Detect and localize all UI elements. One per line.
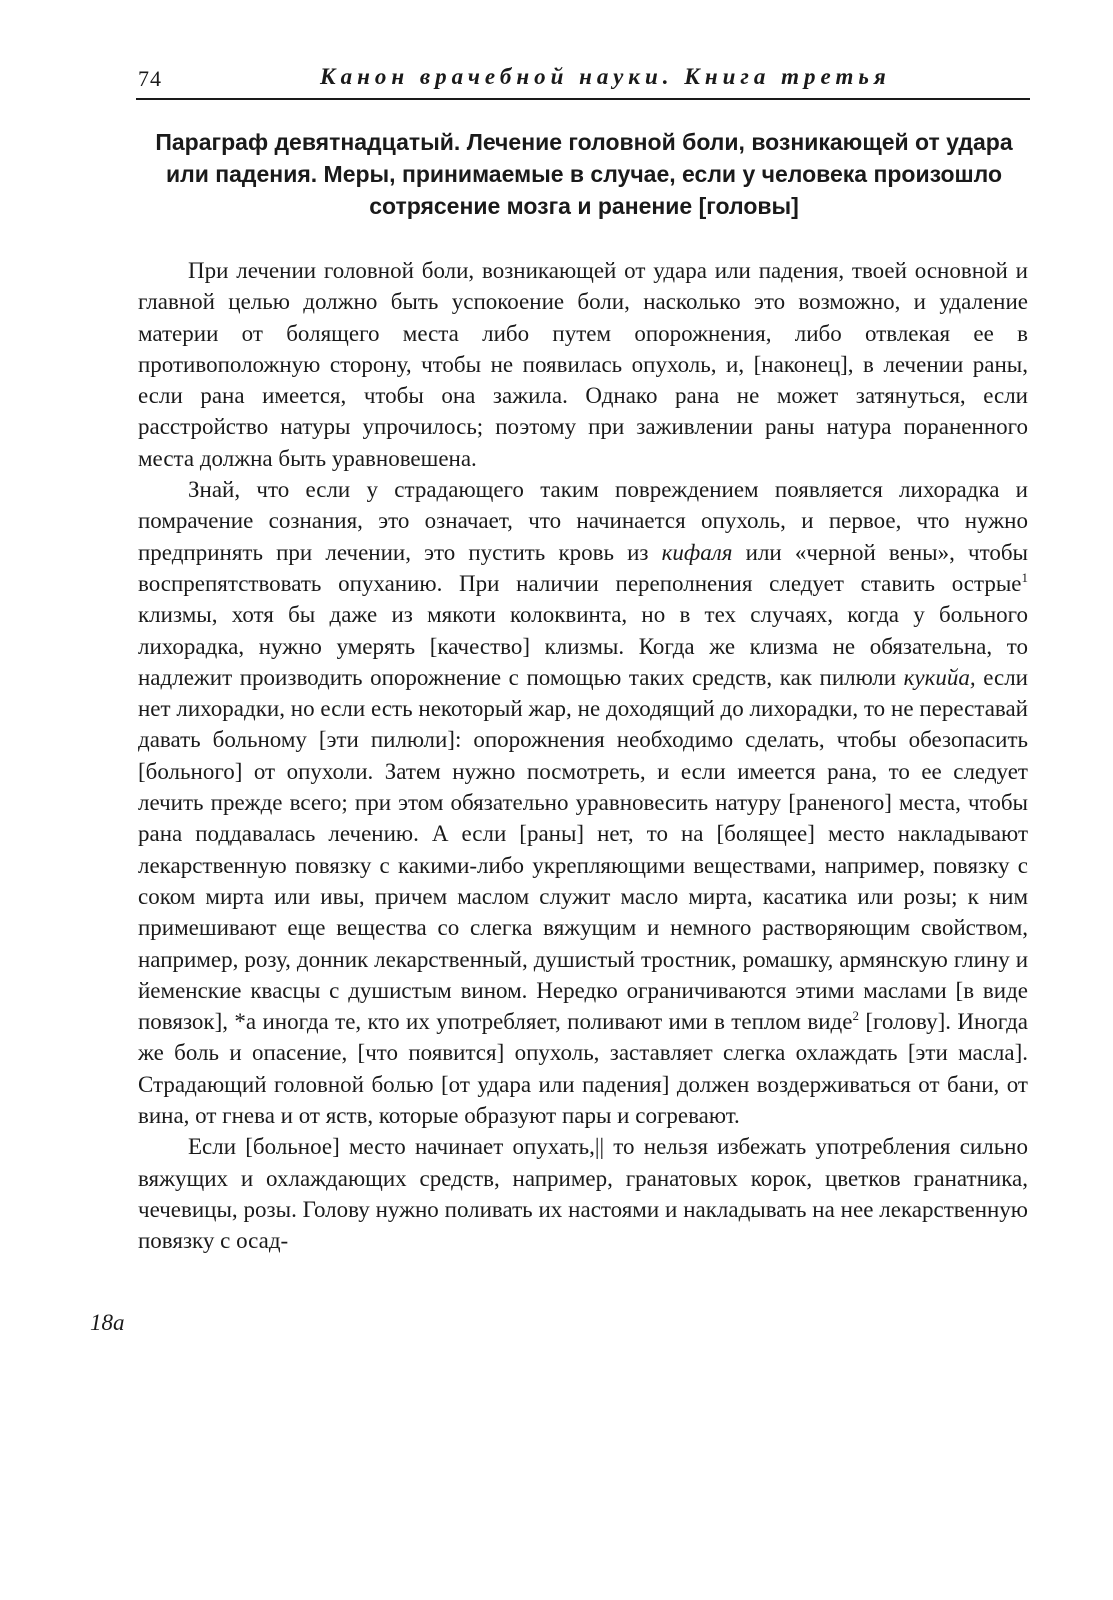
body-text: [138, 255, 1028, 1257]
paragraph-1: При лечении головной боли, возникающей от удара или падения, твоей основной и главной целью должно быть успокоение боли, насколько это возможно, и удаление материи от болящего места либо путем опорожнения, либо отвлекая ее в противоположную сторону, чтобы не появилась опухоль, и, [наконец], в лечении раны, если рана имеется, чтобы она зажила. Однако рана не может затянуться, если расстройство натуры упрочилось; поэтому при заживлении раны натура пораненного места должна быть уравновешена.: [138, 258, 1028, 471]
running-head: [138, 64, 1030, 94]
paragraph-2-part-1: Знай, что если у страдающего таким повреждением появляется лихорадка и помрачение сознания, это означает, что начинается опухоль, и первое, что нужно предпринять при лечении, это пустить кровь из: [138, 477, 1028, 565]
paragraph-2-part-2: или «черной вены», чтобы воспрепятствовать опуханию. При наличии переполнения следует ставить острые: [138, 539, 1028, 596]
term-kukiya: кукийа,: [903, 664, 976, 690]
running-title: Канон врачебной науки. Книга третья: [320, 64, 891, 89]
paragraph-2-part-4: если нет лихорадки, но если есть некоторый жар, не доходящий до лихорадки, то не переставай давать больному [эти пилюли]: опорожнения необходимо сделать, чтобы обезопасить [больного] от опухоли. Затем нужно посмотреть, и если имеется рана, то ее следует лечить прежде всего; при этом обязательно уравновесить натуру [раненого] места, чтобы рана поддавалась лечению. А если [раны] нет, то на [болящее] место накладывают лекарственную повязку с какими-либо укрепляющими веществами, например, повязку с соком мирта или ивы, причем маслом служит масло мирта, касатика или розы; к ним примешивают еще вещества со слегка вяжущим и немного растворяющим свойством, например, розу, донник лекарственный, душистый тростник, ромашку, армянскую глину и йеменские квасцы с душистым вином. Нередко ограничиваются этими маслами [в виде повязок], *а иногда те, кто их употребляет, поливают ими в теплом виде: [138, 664, 1028, 1035]
margin-folio-note: 18a: [90, 1310, 125, 1335]
page-number: 74: [138, 66, 162, 91]
paragraph-2-part-5: [голову]. Иногда же боль и опасение, [что появится] опухоль, заставляет слегка охлаждать [эти масла]. Страдающий головной болью [от удара или падения] должен воздерживаться от бани, от вина, от гнева и от яств, которые образуют пары и согревают.: [138, 1009, 1028, 1129]
paragraph-3: Если [больное] место начинает опухать,|| то нельзя избежать употребления сильно вяжущих и охлаждающих средств, например, гранатовых корок, цветков гранатника, чечевицы, розы. Голову нужно поливать их настоями и накладывать на нее лекарственную повязку с осад-: [138, 1134, 1028, 1254]
section-title: Параграф девятнадцатый. Лечение головной боли, возникающей от удара или падения. Меры, принимаемые в случае, если у человека произошло сотрясение мозга и ранение [головы]: [155, 129, 1013, 219]
footnote-marker-2: 2: [852, 1008, 859, 1024]
term-kifal: кифаля: [661, 539, 733, 565]
paragraph-2-part-3: клизмы, хотя бы даже из мякоти колоквинта, но в тех случаях, когда у больного лихорадка, нужно умерять [качество] клизмы. Когда же клизма не обязательна, то надлежит производить опорожнение с помощью таких средств, как пилюли: [138, 602, 1028, 690]
paragraph-2: [138, 474, 1028, 1131]
footnote-marker-1: 1: [1021, 569, 1028, 585]
header-rule: [136, 98, 1030, 100]
